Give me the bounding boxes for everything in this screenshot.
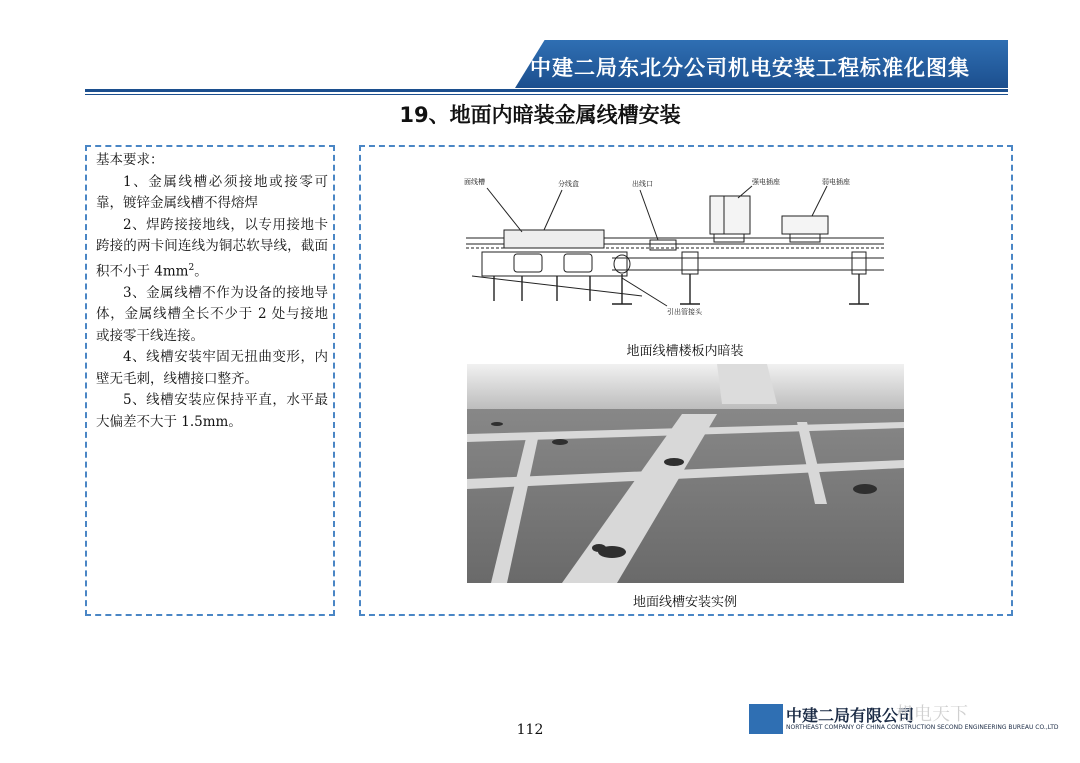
drawing-caption: 地面线槽楼板内暗装	[626, 344, 744, 359]
requirement-item: 2、焊跨接接地线，以专用接地卡跨接的两卡间连线为铜芯软导线，截面积不小于 $4mm^2$。	[96, 216, 328, 279]
requirement-item: 5、线槽安装应保持平直，水平最大偏差不大于 1.5mm。	[96, 392, 328, 430]
requirements-heading: 基本要求：	[96, 152, 164, 168]
company-logo-icon	[749, 704, 783, 734]
drawing-label: 出线口	[632, 180, 653, 188]
photo-caption: 地面线槽安装实例	[632, 595, 737, 610]
page-number: 112	[516, 722, 544, 738]
requirement-item: 3、金属线槽不作为设备的接地导体，金属线槽全长不少于 2 处与接地或接零干线连接。	[96, 284, 328, 344]
header-rule-thin	[85, 94, 1008, 95]
drawing-label: 分线盒	[558, 180, 579, 188]
installation-photo	[467, 364, 904, 583]
company-name: 中建二局有限公司	[786, 706, 915, 725]
header-title: 中建二局东北分公司机电安装工程标准化图集	[530, 56, 970, 80]
requirement-item: 1、金属线槽必须接地或接零可靠，镀锌金属线槽不得熔焊	[96, 173, 328, 211]
page-title: 19、地面内暗装金属线槽安装	[399, 103, 681, 127]
trunking-section-drawing	[462, 166, 888, 336]
requirement-item: 4、线槽安装牢固无扭曲变形，内壁无毛刺，线槽接口整齐。	[96, 349, 328, 387]
drawing-label: 强电插座	[752, 178, 780, 186]
company-english-name: NORTHEAST COMPANY OF CHINA CONSTRUCTION SECOND ENGINEERING BUREAU CO.,LTD	[786, 724, 1059, 731]
header-rule	[85, 89, 1008, 92]
drawing-label: 弱电插座	[822, 178, 850, 186]
drawing-label: 面线槽	[464, 178, 485, 186]
requirements-text	[96, 150, 328, 433]
drawing-label: 引出管接头	[667, 308, 702, 316]
watermark: 机电天下	[896, 704, 968, 725]
